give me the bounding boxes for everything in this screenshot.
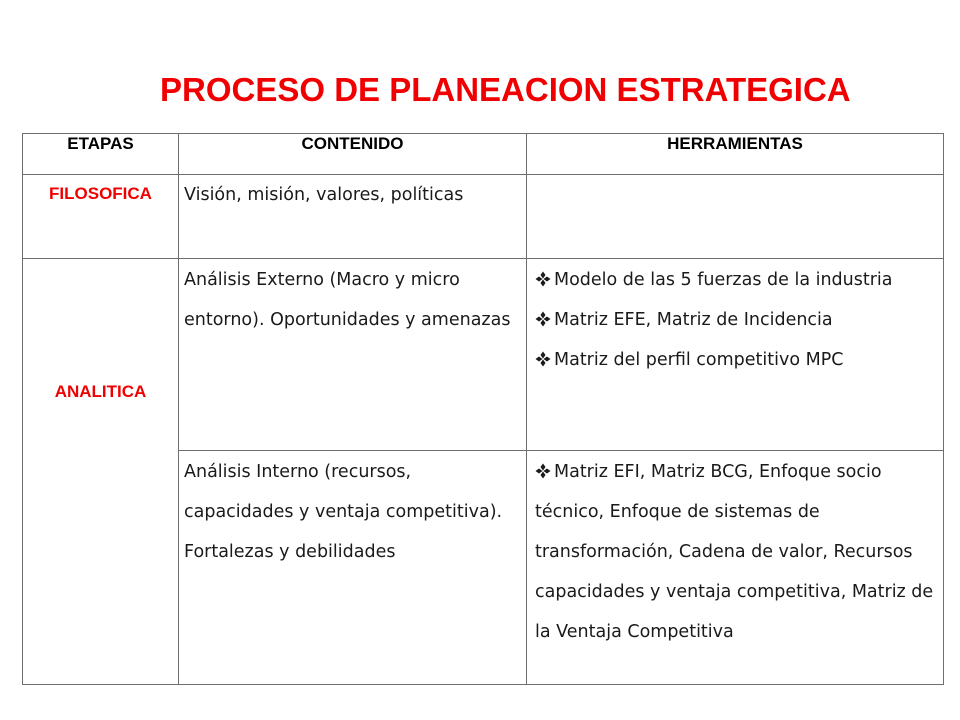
tools-list	[527, 451, 943, 652]
stage-cell	[23, 259, 179, 685]
planning-process-table	[22, 133, 944, 685]
table-row	[23, 259, 944, 451]
column-header-herramientas: HERRAMIENTAS	[527, 134, 944, 175]
four-diamond-bullet-icon	[535, 311, 551, 327]
list-item	[535, 452, 939, 652]
tool-text: Modelo de las 5 fuerzas de la industria	[554, 270, 893, 290]
content-text: Análisis Externo (Macro y micro entorno). Oportunidades y amenazas	[184, 270, 511, 330]
page-title: PROCESO DE PLANEACION ESTRATEGICA	[160, 71, 851, 108]
content-cell	[179, 259, 527, 451]
tools-cell	[527, 451, 944, 685]
stage-label: ANALITICA	[54, 381, 147, 401]
tools-cell	[527, 259, 944, 451]
content-text: Visión, misión, valores, políticas	[184, 185, 464, 205]
list-item	[535, 300, 939, 340]
four-diamond-bullet-icon	[535, 271, 551, 287]
tools-cell	[527, 175, 944, 259]
list-item	[535, 260, 939, 300]
four-diamond-bullet-icon	[535, 463, 551, 479]
tool-text: Matriz EFI, Matriz BCG, Enfoque socio técnico, Enfoque de sistemas de transformación, Cadena de valor, Recursos capacidades y ventaja competitiva, Matriz de la Ventaja Competitiva	[535, 462, 934, 642]
column-header-etapas: ETAPAS	[23, 134, 179, 175]
table-header-row	[23, 134, 944, 175]
stage-cell: FILOSOFICA	[23, 175, 179, 259]
tool-text: Matriz EFE, Matriz de Incidencia	[554, 310, 833, 330]
tool-text: Matriz del perfil competitivo MPC	[554, 350, 844, 370]
table-row	[23, 175, 944, 259]
four-diamond-bullet-icon	[535, 351, 551, 367]
content-cell	[179, 451, 527, 685]
content-text: Análisis Interno (recursos, capacidades y ventaja competitiva). Fortalezas y debilidades	[184, 462, 503, 562]
list-item	[535, 340, 939, 380]
column-header-contenido: CONTENIDO	[179, 134, 527, 175]
tools-list	[527, 259, 943, 380]
content-cell	[179, 175, 527, 259]
